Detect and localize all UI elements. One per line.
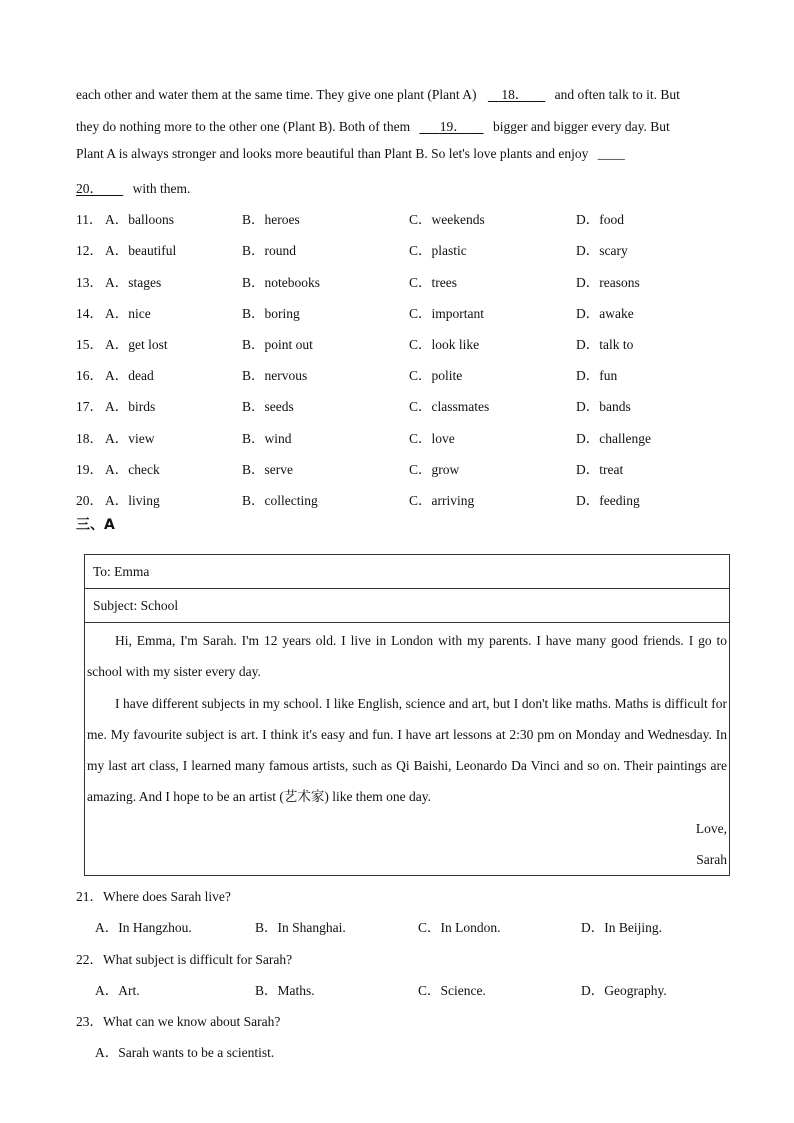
option-d: D．treat [576, 462, 624, 477]
option-row [76, 364, 736, 384]
answer-option: A．Art. [95, 983, 140, 998]
option-d: D．talk to [576, 337, 634, 352]
option-d: D．scary [576, 243, 628, 258]
blank-line: ____ [597, 146, 625, 161]
answer-option: C．In London. [418, 920, 501, 935]
answer-option: C．Science. [418, 983, 486, 998]
option-row [76, 239, 736, 259]
question-number: 16． [76, 368, 103, 383]
option-d: D．bands [576, 399, 631, 414]
answer-option: B．In Shanghai. [255, 920, 346, 935]
option-c: C．trees [409, 275, 457, 290]
option-d: D．feeding [576, 493, 640, 508]
option-b: B．collecting [242, 493, 318, 508]
option-a: A．get lost [105, 337, 168, 352]
option-a: A．stages [105, 275, 162, 290]
option-b: B．boring [242, 306, 300, 321]
question-stem: 23．What can we know about Sarah? [76, 1014, 281, 1029]
email-paragraph: I have different subjects in my school. I like English, science and art, but I don't like maths. Maths is difficult for me. My favourite subject is art. I think it's easy and fun. I have art lessons at 2:30 pm on Monday and Wednesday. In my last art class, I learned many famous artists, such as Qi Baishi, Leonardo Da Vinci and so on. Their paintings are amazing. And I hope to be an artist (艺术家) like them one day. [87, 695, 727, 805]
email-paragraph: Hi, Emma, I'm Sarah. I'm 12 years old. I live in London with my parents. I have many good friends. I go to school with my sister every day. [87, 633, 727, 680]
passage-text: each other and water them at the same time. They give one plant (Plant A) [76, 87, 477, 102]
question-stem: 22．What subject is difficult for Sarah? [76, 952, 293, 967]
passage-text: Plant A is always stronger and looks more beautiful than Plant B. So let's love plants and enjoy [76, 146, 589, 161]
email-to: To: Emma [85, 555, 730, 589]
question-stem: 21．Where does Sarah live? [76, 889, 231, 904]
email-body [85, 623, 730, 876]
passage-text: they do nothing more to the other one (Plant B). Both of them [76, 119, 411, 134]
answer-option: A．In Hangzhou. [95, 920, 192, 935]
option-d: D．awake [576, 306, 634, 321]
option-row [76, 208, 736, 228]
option-d: D．reasons [576, 275, 640, 290]
question-number: 14． [76, 306, 103, 321]
option-b: B．serve [242, 462, 293, 477]
option-c: C．arriving [409, 493, 475, 508]
option-c: C．important [409, 306, 484, 321]
passage-text: with them. [132, 181, 191, 196]
option-c: C．plastic [409, 243, 467, 258]
option-row [76, 489, 736, 509]
option-row [76, 427, 736, 447]
passage-line-3 [76, 146, 625, 162]
option-a: A．view [105, 431, 155, 446]
option-a: A．balloons [105, 212, 174, 227]
option-c: C．weekends [409, 212, 485, 227]
passage-line-2 [76, 115, 670, 135]
passage-line-1 [76, 83, 680, 103]
option-b: B．point out [242, 337, 313, 352]
question-number: 13． [76, 275, 103, 290]
answer-option: B．Maths. [255, 983, 315, 998]
email-box [84, 554, 730, 876]
option-d: D．food [576, 212, 624, 227]
option-a: A．living [105, 493, 160, 508]
option-b: B．wind [242, 431, 292, 446]
answer-option: D．Geography. [581, 983, 667, 998]
answer-option: A．Sarah wants to be a scientist. [95, 1045, 275, 1060]
blank-19: 19． [439, 119, 467, 134]
option-b: B．heroes [242, 212, 300, 227]
answer-option: D．In Beijing. [581, 920, 662, 935]
option-c: C．love [409, 431, 455, 446]
option-d: D．fun [576, 368, 618, 383]
question-number: 17． [76, 399, 103, 414]
option-a: A．beautiful [105, 243, 177, 258]
option-b: B．notebooks [242, 275, 321, 290]
passage-text: bigger and bigger every day. But [492, 119, 670, 134]
question-number: 18． [76, 431, 103, 446]
option-c: C．grow [409, 462, 460, 477]
section-title: 三、A [76, 517, 115, 533]
option-b: B．round [242, 243, 296, 258]
option-c: C．look like [409, 337, 480, 352]
blank-20: 20． [76, 181, 103, 196]
email-closing: Love, [695, 820, 727, 836]
option-a: A．check [105, 462, 160, 477]
option-c: C．polite [409, 368, 463, 383]
blank-18: 18． [501, 87, 529, 102]
option-row [76, 302, 736, 322]
option-a: A．nice [105, 306, 151, 321]
question-number: 15． [76, 337, 103, 352]
option-d: D．challenge [576, 431, 651, 446]
option-a: A．birds [105, 399, 156, 414]
email-signature: Sarah [696, 852, 727, 868]
question-number: 20． [76, 493, 103, 508]
passage-line-4 [76, 177, 190, 197]
question-number: 11． [76, 212, 103, 227]
email-subject: Subject: School [85, 589, 730, 623]
option-b: B．seeds [242, 399, 294, 414]
option-row [76, 333, 736, 353]
option-b: B．nervous [242, 368, 308, 383]
option-row [76, 395, 736, 415]
question-number: 19． [76, 462, 103, 477]
passage-text: and often talk to it. But [554, 87, 680, 102]
option-a: A．dead [105, 368, 154, 383]
question-number: 12． [76, 243, 103, 258]
option-row [76, 271, 736, 291]
option-row [76, 458, 736, 478]
option-c: C．classmates [409, 399, 490, 414]
